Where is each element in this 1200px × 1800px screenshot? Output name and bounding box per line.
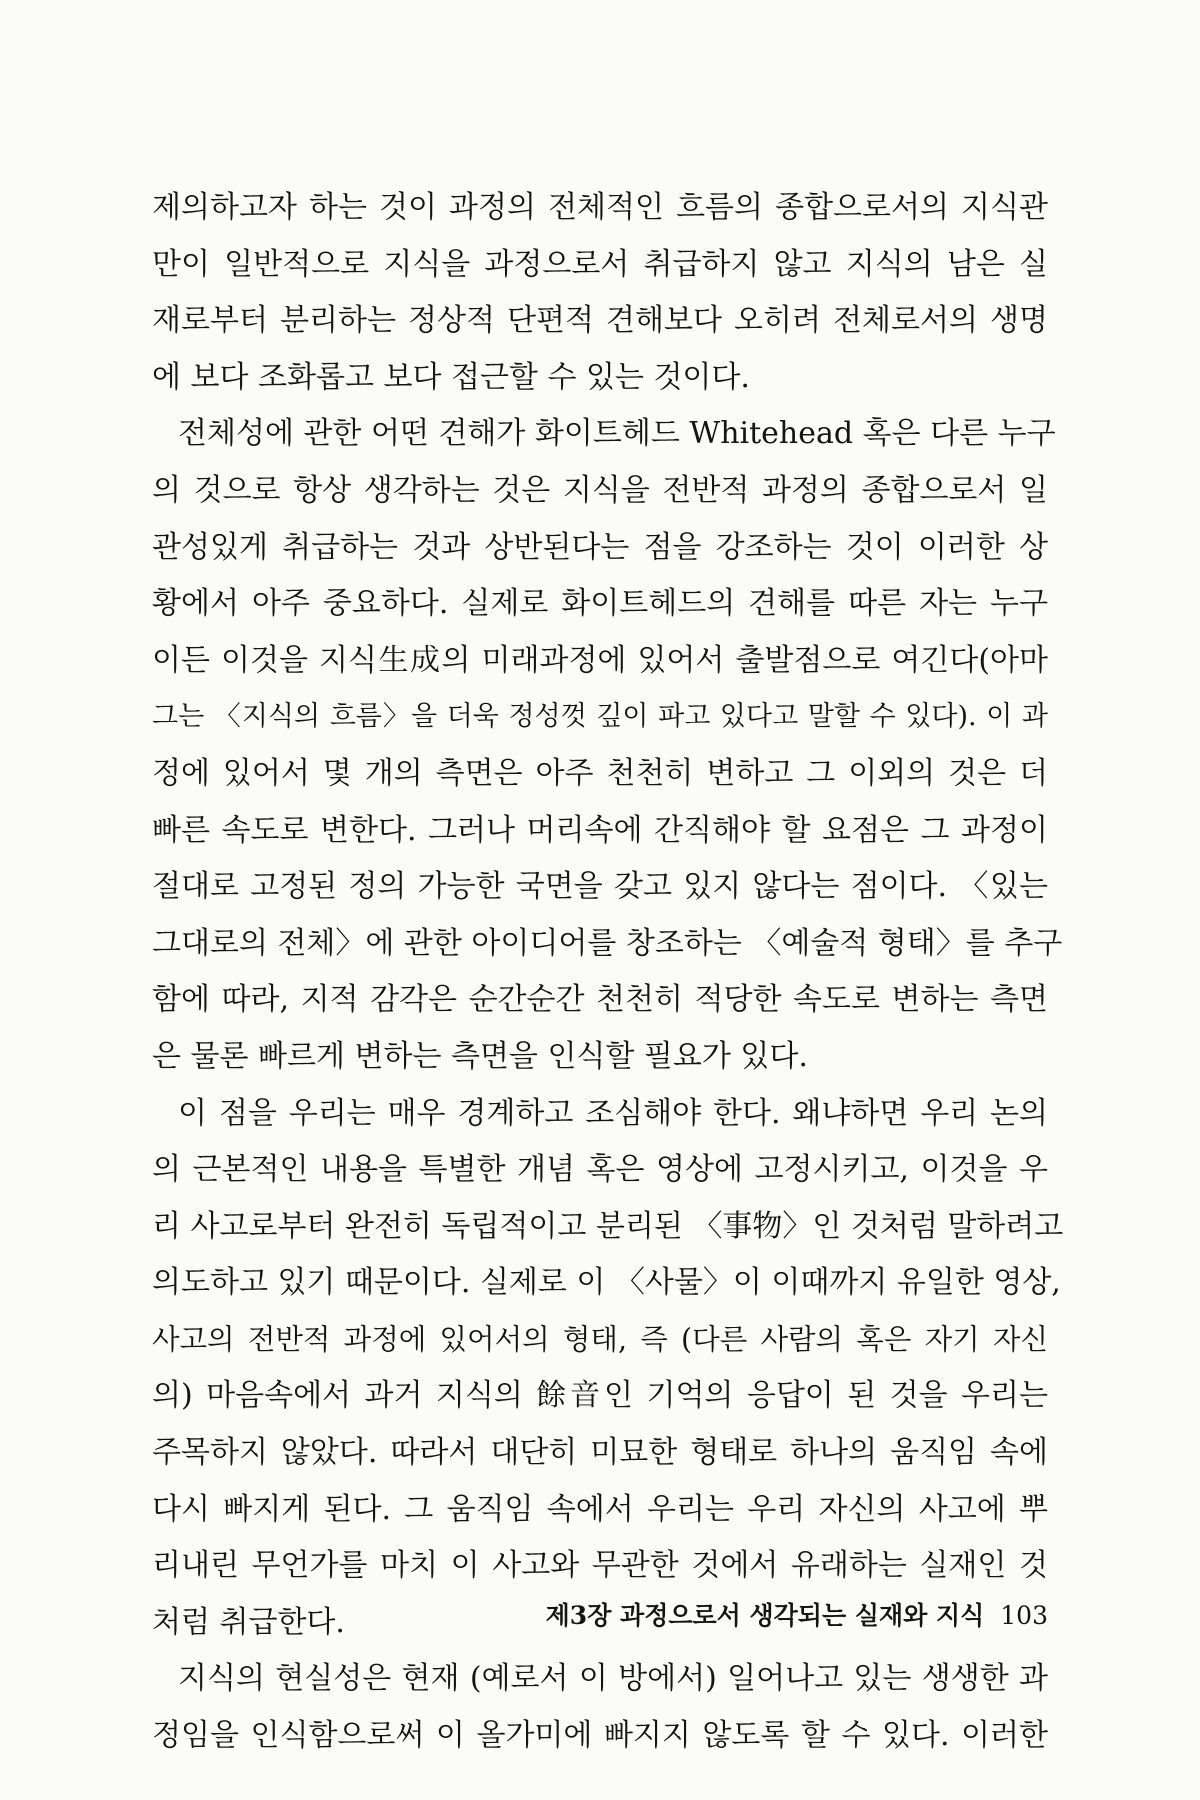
text-line: 리내린 무언가를 마치 이 사고와 무관한 것에서 유래하는 실재인 것	[152, 1548, 1048, 1584]
text-line: 빠른 속도로 변한다. 그러나 머리속에 간직해야 할 요점은 그 과정이	[152, 812, 1048, 848]
text-line: 주목하지 않았다. 따라서 대단히 미묘한 형태로 하나의 움직임 속에	[152, 1435, 1048, 1471]
text-line: 제의하고자 하는 것이 과정의 전체적인 흐름의 종합으로서의 지식관	[152, 190, 1048, 225]
text-line: 그대로의 전체〉에 관한 아이디어를 창조하는 〈예술적 형태〉를 추구	[152, 925, 1063, 961]
paragraph-end-line: 은 물론 빠르게 변하는 측면을 인식할 필요가 있다.	[152, 1038, 808, 1074]
paragraph-start-line: 전체성에 관한 어떤 견해가 화이트헤드 Whitehead 혹은 다른 누구	[178, 416, 1056, 452]
text-line: 이든 이것을 지식生成의 미래과정에 있어서 출발점으로 여긴다(아마	[152, 642, 1048, 678]
text-line: 만이 일반적으로 지식을 과정으로서 취급하지 않고 지식의 남은 실	[152, 246, 1048, 282]
text-line: 의 것으로 항상 생각하는 것은 지식을 전반적 과정의 종합으로서 일	[152, 472, 1048, 508]
text-line: 황에서 아주 중요하다. 실제로 화이트헤드의 견해를 따른 자는 누구	[152, 586, 1048, 622]
text-line: 사고의 전반적 과정에 있어서의 형태, 즉 (다른 사람의 혹은 자기 자신	[152, 1322, 1048, 1356]
paragraph-start-line: 이 점을 우리는 매우 경계하고 조심해야 한다. 왜냐하면 우리 논의	[178, 1095, 1048, 1131]
page-footer	[500, 1596, 1048, 1636]
text-line: 다시 빠지게 된다. 그 움직임 속에서 우리는 우리 자신의 사고에 뿌	[152, 1491, 1048, 1527]
paragraph-start-line: 지식의 현실성은 현재 (예로서 이 방에서) 일어나고 있는 생생한 과	[178, 1661, 1048, 1697]
text-line: 리 사고로부터 완전히 독립적이고 분리된 〈事物〉인 것처럼 말하려고	[152, 1208, 1064, 1244]
paragraph-end-line: 처럼 취급한다.	[152, 1604, 345, 1640]
text-line: 재로부터 분리하는 정상적 단편적 견해보다 오히려 전체로서의 생명	[152, 303, 1048, 339]
body-text	[152, 180, 1064, 1765]
text-line: 함에 따라, 지적 감각은 순간순간 천천히 적당한 속도로 변하는 측면	[152, 982, 1048, 1018]
text-line: 정에 있어서 몇 개의 측면은 아주 천천히 변하고 그 이외의 것은 더	[152, 755, 1048, 791]
paragraph-end-line: 에 보다 조화롭고 보다 접근할 수 있는 것이다.	[152, 359, 750, 395]
text-line: 정임을 인식함으로써 이 올가미에 빠지지 않도록 할 수 있다. 이러한	[152, 1718, 1048, 1754]
page-number: 103	[1000, 1601, 1048, 1630]
text-line: 의도하고 있기 때문이다. 실제로 이 〈사물〉이 이때까지 유일한 영상,	[152, 1265, 1061, 1301]
text-line: 그는 〈지식의 흐름〉을 더욱 정성껏 깊이 파고 있다고 말할 수 있다). 이 과	[152, 701, 1048, 733]
text-line: 의 근본적인 내용을 특별한 개념 혹은 영상에 고정시키고, 이것을 우	[152, 1152, 1048, 1188]
text-line: 의) 마음속에서 과거 지식의 餘音인 기억의 응답이 된 것을 우리는	[152, 1378, 1048, 1414]
running-title: 제3장 과정으로서 생각되는 실재와 지식	[545, 1601, 985, 1630]
text-line: 관성있게 취급하는 것과 상반된다는 점을 강조하는 것이 이러한 상	[152, 529, 1048, 565]
text-line: 절대로 고정된 정의 가능한 국면을 갖고 있지 않다는 점이다. 〈있는	[152, 869, 1048, 905]
